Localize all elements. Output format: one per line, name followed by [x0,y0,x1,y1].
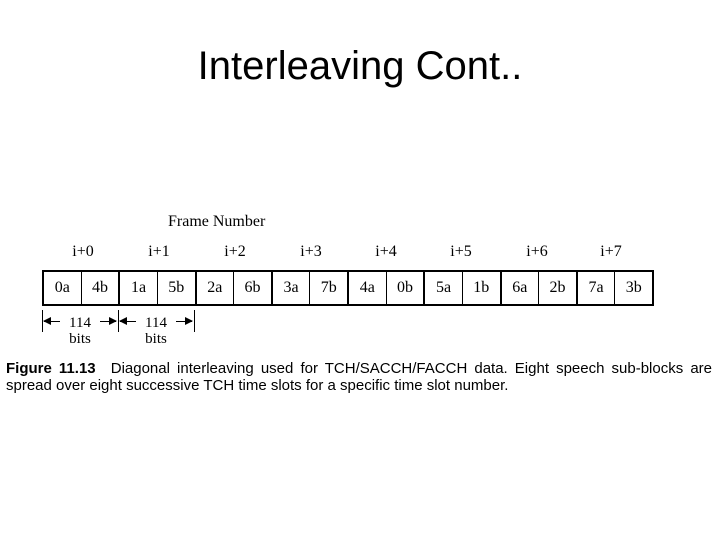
sub-block-cell: 6b [234,272,273,304]
dimension-unit: bits [136,332,176,347]
sub-block-cell: 3a [273,272,311,304]
figure-number: Figure 11.13 [6,360,96,377]
sub-block-cell: 5b [158,272,197,304]
arrow-right-icon [109,317,117,325]
arrow-left-icon [119,317,127,325]
frame-index: i+5 [450,243,472,260]
dimension-tick [194,310,195,332]
frame-index: i+3 [300,243,322,260]
sub-block-cell: 5a [425,272,463,304]
sub-block-cell: 4a [349,272,387,304]
frame-number-label: Frame Number [168,213,266,230]
sub-block-cell: 3b [625,279,642,296]
frame-index: i+7 [600,243,622,260]
sub-block-cell: 0b [387,272,426,304]
slide-title: Interleaving Cont.. [197,44,523,88]
frame-index: i+1 [148,243,170,260]
dimension-value: 114 [136,316,176,331]
interleaving-strip [42,270,654,306]
dimension-value: 114 [60,316,100,331]
frame-index: i+2 [224,243,246,260]
sub-block-cell: 0a [44,272,82,304]
sub-block-cell: 7a [578,272,616,304]
sub-block-cell: 4b [82,272,121,304]
caption-text: Diagonal interleaving used for TCH/SACCH/FACCH data. Eight speech sub-blocks are spread over eight successive TCH time slots for a specific time slot number. [6,360,713,394]
dimension-unit: bits [60,332,100,347]
sub-block-cell: 1a [120,272,158,304]
arrow-left-icon [43,317,51,325]
sub-block-cell: 1b [463,272,502,304]
frame-index: i+0 [72,243,94,260]
frame-index: i+6 [526,243,548,260]
figure-caption [6,360,712,394]
sub-block-cell: 2b [539,272,578,304]
arrow-right-icon [185,317,193,325]
frame-index: i+4 [375,243,397,260]
sub-block-cell: 2a [197,272,235,304]
sub-block-cell: 7b [310,272,349,304]
sub-block-cell: 6a [502,272,540,304]
